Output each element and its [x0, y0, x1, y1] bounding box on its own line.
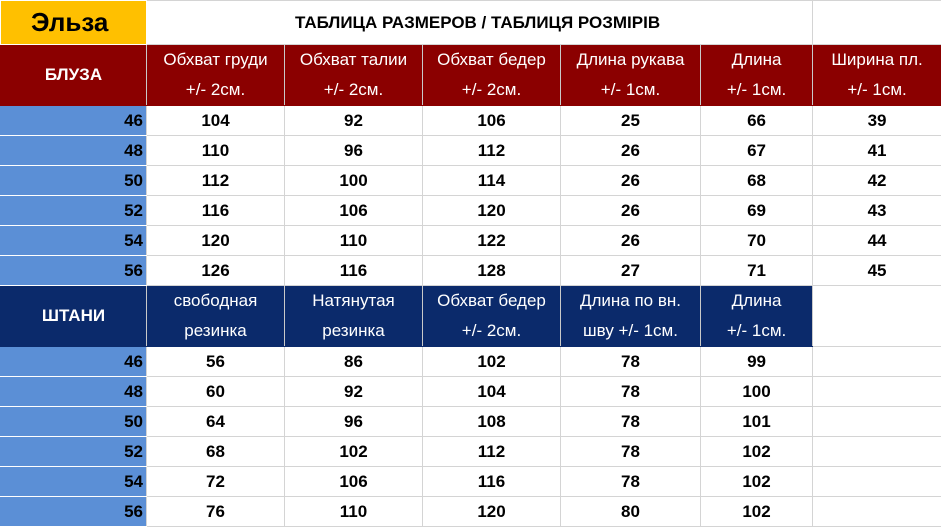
table-row [1, 437, 941, 467]
measurement-cell: 68 [147, 437, 285, 467]
measurement-cell: 80 [561, 497, 701, 527]
measurement-cell: 70 [701, 226, 813, 256]
size-cell: 52 [1, 196, 147, 226]
size-cell: 48 [1, 136, 147, 166]
measurement-cell: 102 [701, 467, 813, 497]
measurement-cell: 99 [701, 347, 813, 377]
table-row [1, 226, 941, 256]
measurement-cell: 126 [147, 256, 285, 286]
size-cell: 52 [1, 437, 147, 467]
blouse-column-header [423, 45, 561, 106]
measurement-cell: 108 [423, 407, 561, 437]
table-row [1, 467, 941, 497]
empty-cell [813, 437, 941, 467]
header-line: Длина [701, 286, 812, 316]
measurement-cell: 104 [147, 106, 285, 136]
measurement-cell: 68 [701, 166, 813, 196]
header-line: +/- 1см. [813, 75, 941, 105]
blouse-section-label: БЛУЗА [1, 45, 147, 106]
size-cell: 50 [1, 407, 147, 437]
header-line: свободная [147, 286, 284, 316]
table-row [1, 377, 941, 407]
measurement-cell: 102 [285, 437, 423, 467]
blouse-column-header [701, 45, 813, 106]
pants-section-label: ШТАНИ [1, 286, 147, 347]
empty-cell [813, 467, 941, 497]
header-line: Ширина пл. [813, 45, 941, 75]
table-row [1, 136, 941, 166]
size-cell: 56 [1, 256, 147, 286]
blouse-column-header [561, 45, 701, 106]
measurement-cell: 100 [701, 377, 813, 407]
table-row [1, 166, 941, 196]
measurement-cell: 60 [147, 377, 285, 407]
measurement-cell: 43 [813, 196, 941, 226]
size-cell: 46 [1, 106, 147, 136]
header-line: +/- 2см. [423, 75, 560, 105]
measurement-cell: 64 [147, 407, 285, 437]
measurement-cell: 112 [147, 166, 285, 196]
measurement-cell: 25 [561, 106, 701, 136]
pants-column-header [701, 286, 813, 347]
header-line: Обхват талии [285, 45, 422, 75]
measurement-cell: 102 [701, 437, 813, 467]
pants-column-header [561, 286, 701, 347]
measurement-cell: 122 [423, 226, 561, 256]
measurement-cell: 106 [285, 196, 423, 226]
table-row [1, 407, 941, 437]
header-line: +/- 2см. [285, 75, 422, 105]
measurement-cell: 110 [285, 497, 423, 527]
pants-column-header [285, 286, 423, 347]
measurement-cell: 78 [561, 437, 701, 467]
measurement-cell: 78 [561, 407, 701, 437]
brand-name: Эльза [1, 1, 147, 45]
header-line: Длина рукава [561, 45, 700, 75]
header-line: Длина [701, 45, 812, 75]
measurement-cell: 27 [561, 256, 701, 286]
measurement-cell: 120 [423, 497, 561, 527]
measurement-cell: 116 [147, 196, 285, 226]
measurement-cell: 78 [561, 467, 701, 497]
measurement-cell: 116 [285, 256, 423, 286]
measurement-cell: 104 [423, 377, 561, 407]
measurement-cell: 100 [285, 166, 423, 196]
size-cell: 48 [1, 377, 147, 407]
measurement-cell: 128 [423, 256, 561, 286]
pants-header-row [1, 286, 941, 347]
size-cell: 54 [1, 226, 147, 256]
header-line: Обхват бедер [423, 286, 560, 316]
measurement-cell: 71 [701, 256, 813, 286]
pants-column-header [423, 286, 561, 347]
measurement-cell: 101 [701, 407, 813, 437]
blouse-column-header [813, 45, 941, 106]
measurement-cell: 72 [147, 467, 285, 497]
measurement-cell: 26 [561, 196, 701, 226]
header-line: Длина по вн. [561, 286, 700, 316]
measurement-cell: 106 [423, 106, 561, 136]
measurement-cell: 110 [285, 226, 423, 256]
measurement-cell: 41 [813, 136, 941, 166]
empty-cell [813, 286, 941, 347]
table-row [1, 106, 941, 136]
empty-cell [813, 1, 941, 45]
header-line: Обхват бедер [423, 45, 560, 75]
blouse-column-header [147, 45, 285, 106]
measurement-cell: 44 [813, 226, 941, 256]
measurement-cell: 78 [561, 347, 701, 377]
measurement-cell: 114 [423, 166, 561, 196]
blouse-column-header [285, 45, 423, 106]
table-row [1, 256, 941, 286]
page-title: ТАБЛИЦА РАЗМЕРОВ / ТАБЛИЦЯ РОЗМІРІВ [147, 1, 813, 45]
measurement-cell: 116 [423, 467, 561, 497]
empty-cell [813, 347, 941, 377]
measurement-cell: 120 [423, 196, 561, 226]
measurement-cell: 120 [147, 226, 285, 256]
measurement-cell: 26 [561, 136, 701, 166]
table-row [1, 196, 941, 226]
size-cell: 46 [1, 347, 147, 377]
measurement-cell: 92 [285, 377, 423, 407]
table-row [1, 497, 941, 527]
header-line: резинка [147, 316, 284, 346]
header-line: Обхват груди [147, 45, 284, 75]
pants-column-header [147, 286, 285, 347]
header-line: +/- 1см. [561, 75, 700, 105]
measurement-cell: 66 [701, 106, 813, 136]
measurement-cell: 42 [813, 166, 941, 196]
title-row [1, 1, 941, 45]
measurement-cell: 96 [285, 407, 423, 437]
header-line: резинка [285, 316, 422, 346]
size-cell: 56 [1, 497, 147, 527]
measurement-cell: 67 [701, 136, 813, 166]
header-line: +/- 2см. [423, 316, 560, 346]
blouse-header-row [1, 45, 941, 106]
measurement-cell: 112 [423, 136, 561, 166]
measurement-cell: 76 [147, 497, 285, 527]
measurement-cell: 92 [285, 106, 423, 136]
size-cell: 54 [1, 467, 147, 497]
empty-cell [813, 377, 941, 407]
measurement-cell: 112 [423, 437, 561, 467]
measurement-cell: 102 [701, 497, 813, 527]
measurement-cell: 86 [285, 347, 423, 377]
measurement-cell: 78 [561, 377, 701, 407]
empty-cell [813, 407, 941, 437]
measurement-cell: 56 [147, 347, 285, 377]
measurement-cell: 39 [813, 106, 941, 136]
measurement-cell: 69 [701, 196, 813, 226]
header-line: Натянутая [285, 286, 422, 316]
measurement-cell: 45 [813, 256, 941, 286]
header-line: +/- 2см. [147, 75, 284, 105]
header-line: шву +/- 1см. [561, 316, 700, 346]
measurement-cell: 106 [285, 467, 423, 497]
measurement-cell: 102 [423, 347, 561, 377]
measurement-cell: 26 [561, 166, 701, 196]
header-line: +/- 1см. [701, 316, 812, 346]
measurement-cell: 110 [147, 136, 285, 166]
measurement-cell: 96 [285, 136, 423, 166]
empty-cell [813, 497, 941, 527]
size-cell: 50 [1, 166, 147, 196]
header-line: +/- 1см. [701, 75, 812, 105]
measurement-cell: 26 [561, 226, 701, 256]
table-row [1, 347, 941, 377]
